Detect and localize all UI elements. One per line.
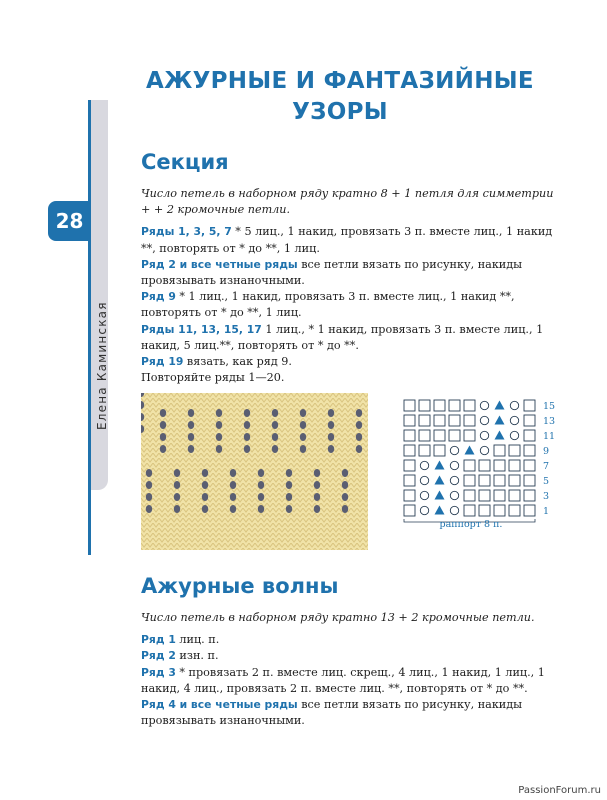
yarn-over-symbol [480, 431, 488, 439]
chart-cell [524, 505, 535, 516]
chart-cell [524, 400, 535, 411]
chart-cell [404, 490, 415, 501]
chart-cell [494, 490, 505, 501]
chart-cell [524, 415, 535, 426]
chart-cell [449, 400, 460, 411]
k3tog-symbol [465, 446, 475, 455]
chart-cell [434, 400, 445, 411]
section1-text [141, 186, 561, 386]
yarn-over-symbol [480, 446, 488, 454]
yarn-over-symbol [450, 461, 458, 469]
row-label: Ряды 1, 3, 5, 7 [141, 225, 232, 239]
yarn-over-symbol [510, 431, 518, 439]
yarn-over-symbol [480, 401, 488, 409]
k3tog-symbol [435, 476, 445, 485]
row-text: * 1 лиц., 1 накид, провязать 3 п. вместе лиц., 1 накид **, повторять от * до **, 1 лиц. [141, 290, 515, 320]
chart-cell [404, 445, 415, 456]
section2-text [141, 610, 561, 729]
chart-cell [464, 490, 475, 501]
section2-row [141, 632, 561, 648]
chart-cell [524, 475, 535, 486]
page-title-line1: АЖУРНЫЕ И ФАНТАЗИЙНЫЕ [146, 68, 534, 94]
section1-row [141, 289, 561, 321]
yarn-over-symbol [420, 476, 428, 484]
row-text: * провязать 2 п. вместе лиц. скрещ., 4 лиц., 1 накид, 1 лиц., 1 накид, 4 лиц., провязать 2 п. вместе лиц. **, повторять от * до **. [141, 665, 545, 695]
row-label: Ряд 2 [141, 649, 176, 663]
row-label: Ряд 1 [141, 633, 176, 647]
row-text: изн. п. [175, 649, 219, 663]
chart-cell [524, 460, 535, 471]
section1-repeat: Повторяйте ряды 1—20. [141, 371, 285, 385]
knitting-chart-grid [400, 396, 560, 536]
watermark: PassionForum.ru [518, 785, 601, 796]
row-label: Ряд 3 [141, 665, 176, 679]
row-text: лиц. п. [175, 633, 220, 647]
section1-row [141, 224, 561, 256]
chart-cell [419, 400, 430, 411]
chart-cell [449, 430, 460, 441]
chart-cell [494, 475, 505, 486]
chart-row-number: 1 [543, 506, 550, 517]
k3tog-symbol [495, 416, 505, 425]
k3tog-symbol [435, 506, 445, 515]
row-text: 1 лиц., * 1 накид, провязать 3 п. вместе лиц., 1 накид, 5 лиц.**, повторять от * до **. [141, 322, 544, 352]
knitting-chart [400, 396, 560, 536]
section2-row [141, 665, 561, 697]
section2-row [141, 697, 561, 729]
chart-cell [524, 490, 535, 501]
chart-cell [509, 445, 520, 456]
chart-cell [419, 415, 430, 426]
chart-cell [464, 475, 475, 486]
yarn-over-symbol [450, 491, 458, 499]
chart-cell [404, 460, 415, 471]
side-line [88, 100, 91, 555]
row-text: вязать, как ряд 9. [183, 355, 292, 369]
row-label: Ряд 9 [141, 290, 176, 304]
chart-cell [479, 460, 490, 471]
chart-cell [509, 505, 520, 516]
section2-row [141, 648, 561, 664]
page-title-line2: УЗОРЫ [292, 99, 388, 125]
chart-cell [524, 445, 535, 456]
chart-cell [494, 445, 505, 456]
yarn-over-symbol [420, 491, 428, 499]
chart-cell [434, 430, 445, 441]
chart-cell [464, 505, 475, 516]
chart-row-number: 15 [543, 401, 556, 412]
chart-cell [479, 505, 490, 516]
chart-row-number: 5 [543, 476, 550, 487]
chart-cell [509, 475, 520, 486]
chart-cell [479, 490, 490, 501]
chart-row-number: 13 [543, 416, 556, 427]
chart-cell [434, 445, 445, 456]
row-label: Ряд 4 и все четные ряды [141, 698, 298, 712]
chart-row-number: 3 [543, 491, 550, 502]
page-title [140, 66, 540, 128]
chart-cell [494, 505, 505, 516]
yarn-over-symbol [450, 446, 458, 454]
chart-cell [419, 445, 430, 456]
chart-cell [524, 430, 535, 441]
page-number: 28 [48, 201, 91, 241]
chart-cell [494, 460, 505, 471]
chart-row-number: 7 [543, 461, 550, 472]
side-rail [88, 100, 108, 490]
yarn-over-symbol [480, 416, 488, 424]
section1-row [141, 257, 561, 289]
section1-row [141, 354, 561, 370]
yarn-over-symbol [510, 401, 518, 409]
author-name: Елена Каминская [95, 301, 109, 430]
chart-cell [464, 400, 475, 411]
section-title-ajurnye-volny: Ажурные волны [141, 574, 339, 598]
knitting-sample-photo [141, 393, 368, 550]
k3tog-symbol [495, 431, 505, 440]
chart-row-number: 11 [543, 431, 556, 442]
row-label: Ряд 2 и все четные ряды [141, 257, 298, 271]
yarn-over-symbol [510, 416, 518, 424]
chart-cell [509, 490, 520, 501]
row-text: все петли вязать по рисунку, накиды провязывать изнаночными. [141, 698, 523, 728]
section1-row [141, 322, 561, 354]
section1-intro: Число петель в наборном ряду кратно 8 + 1 петля для симметрии + + 2 кромочные петли. [141, 187, 554, 217]
chart-cell [464, 430, 475, 441]
row-text: * 5 лиц., 1 накид, провязать 3 п. вместе лиц., 1 накид **, повторять от * до **, 1 лиц. [141, 225, 553, 255]
k3tog-symbol [435, 461, 445, 470]
chart-cell [404, 415, 415, 426]
chart-cell [404, 400, 415, 411]
chart-cell [404, 475, 415, 486]
chart-cell [404, 430, 415, 441]
chart-cell [449, 415, 460, 426]
section-title-sektsiya: Секция [141, 150, 229, 174]
chart-cell [464, 415, 475, 426]
chart-row-number: 9 [543, 446, 550, 457]
chart-cell [434, 415, 445, 426]
row-text: все петли вязать по рисунку, накиды провязывать изнаночными. [141, 257, 523, 288]
yarn-over-symbol [450, 476, 458, 484]
chart-cell [404, 505, 415, 516]
chart-cell [509, 460, 520, 471]
chart-cell [479, 475, 490, 486]
k3tog-symbol [495, 401, 505, 410]
chart-cell [419, 430, 430, 441]
k3tog-symbol [435, 491, 445, 500]
yarn-over-symbol [420, 461, 428, 469]
chart-caption: раппорт 8 п. [439, 519, 503, 530]
yarn-over-symbol [420, 506, 428, 514]
row-label: Ряды 11, 13, 15, 17 [141, 322, 262, 336]
yarn-over-symbol [450, 506, 458, 514]
row-label: Ряд 19 [141, 355, 184, 369]
section2-intro: Число петель в наборном ряду кратно 13 + 2 кромочные петли. [141, 611, 535, 624]
chart-cell [464, 460, 475, 471]
